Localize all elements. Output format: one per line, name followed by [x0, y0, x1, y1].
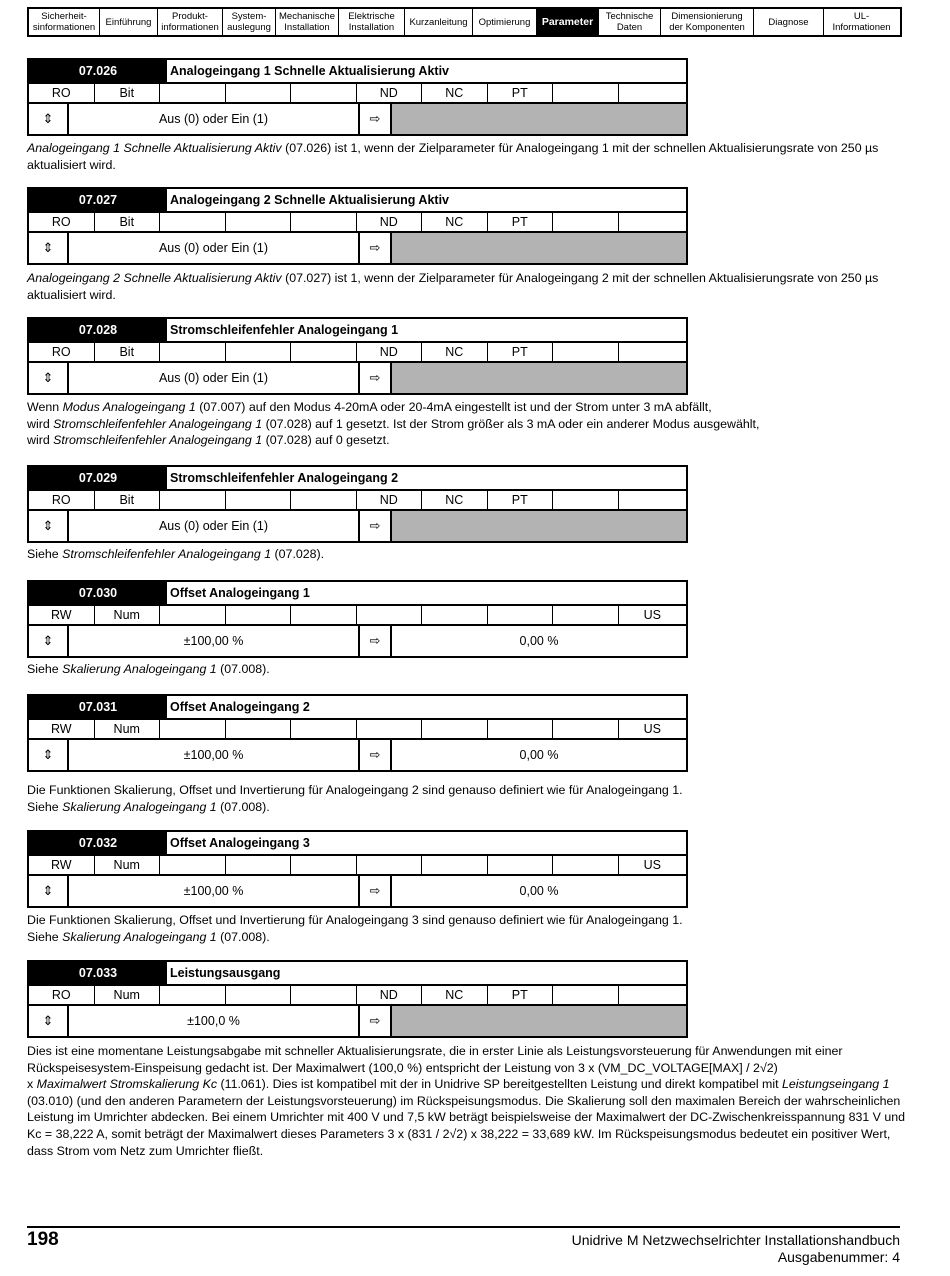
parameter-table-body	[27, 465, 688, 543]
parameter-table-body	[27, 187, 688, 265]
parameter-header-row	[29, 189, 686, 213]
parameter-flag	[422, 606, 488, 624]
section-nav	[27, 7, 902, 37]
range-arrows-icon: ⇕	[29, 1006, 69, 1036]
parameter-flag: RW	[29, 606, 95, 624]
default-arrow-icon: ⇨	[360, 511, 392, 541]
range-arrows-icon: ⇕	[29, 363, 69, 393]
nav-tab-ul[interactable]: UL- Informationen	[832, 11, 891, 33]
parameter-header-row	[29, 832, 686, 856]
parameter-default: 0,00 %	[519, 634, 559, 648]
nav-tab-system[interactable]: System- auslegung	[223, 9, 276, 35]
parameter-flag: RW	[29, 856, 95, 874]
parameter-description: Siehe Skalierung Analogeingang 1 (07.008).	[27, 662, 270, 676]
page-number: 198	[27, 1229, 59, 1250]
parameter-flag	[422, 856, 488, 874]
parameter-flag: US	[643, 858, 661, 872]
parameter-flag	[160, 84, 226, 102]
parameter-flag	[226, 213, 292, 231]
nav-tab-optimierung[interactable]: Optimierung	[473, 9, 537, 35]
document-title-text: Unidrive M Netzwechselrichter Installationshandbuch	[571, 1232, 900, 1248]
parameter-table	[27, 580, 688, 658]
nav-tab-produkt[interactable]: Produkt- informationen	[158, 9, 223, 35]
parameter-flag	[226, 491, 292, 509]
parameter-range-row	[29, 104, 686, 134]
parameter-flag	[422, 720, 488, 738]
parameter-number: 07.032	[29, 832, 167, 854]
parameter-flag: Num	[95, 720, 161, 738]
range-arrows-icon: ⇕	[29, 511, 69, 541]
parameter-flag: RO	[29, 491, 95, 509]
parameter-flag: US	[643, 722, 661, 736]
parameter-description: Die Funktionen Skalierung, Offset und Invertierung für Analogeingang 2 sind genauso definiert wie für Analogeingang 1. Siehe Skalierung Analogeingang 1 (07.008).	[27, 783, 683, 814]
parameter-flag: RO	[29, 213, 95, 231]
parameter-range: Aus (0) oder Ein (1)	[69, 104, 360, 134]
parameter-range: ±100,00 %	[69, 626, 360, 656]
parameter-description: Analogeingang 1 Schnelle Aktualisierung Aktiv (07.026) ist 1, wenn der Zielparameter für Analogeingang 1 mit der schnellen Aktualisierungsrate von 250 µs aktualisiert wird.	[27, 141, 879, 172]
parameter-description: Wenn Modus Analogeingang 1 (07.007) auf den Modus 4-20mA oder 20-4mA eingestellt ist und der Strom unter 3 mA abfällt, wird Stromschleifenfehler Analogeingang 1 (07.028) auf 1 gesetzt. Ist der Strom größer als 3 mA oder ein anderer Modus ausgewählt, wird Stromschleifenfehler Analogeingang 1 (07.028) auf 0 gesetzt.	[27, 400, 760, 448]
default-arrow-icon: ⇨	[360, 740, 392, 770]
range-arrows-icon: ⇕	[29, 740, 69, 770]
parameter-flags-row	[29, 84, 686, 104]
parameter-table	[27, 830, 688, 908]
parameter-header-row	[29, 60, 686, 84]
parameter-table-body	[27, 58, 688, 136]
parameter-flag	[291, 343, 357, 361]
parameter-default	[392, 104, 686, 134]
parameter-header-row	[29, 962, 686, 986]
parameter-flag: Num	[95, 606, 161, 624]
parameter-flag	[553, 720, 619, 738]
parameter-flag	[553, 606, 619, 624]
parameter-name: Offset Analogeingang 3	[170, 836, 310, 850]
parameter-flag	[160, 986, 226, 1004]
parameter-header-row	[29, 319, 686, 343]
parameter-flag	[357, 606, 423, 624]
parameter-description: Dies ist eine momentane Leistungsabgabe mit schneller Aktualisierungsrate, die in erster Linie als Leistungsvorsteuerung für Anwendungen mit einer Rückspeisesystem-Einspeisung gedacht ist. Der Maximalwert (100,0 %) entspricht der Leistung von 3 x (VM_DC_VOLTAGE[MAX] / 2√2) x Maximalwert Stromskalierung Kc (11.061). Dies ist kompatibel mit der in Unidrive SP bereitgestellten Leistung und direkt kompatibel mit Leistungseingang 1 (03.010) (und den anderen Parametern der Leistungsvorsteuerung) im Rückspeisungsmodus. Die Skalierung soll den maximalen Bereich der wahrscheinlichen Leistung im Umrichter abdecken. Bei einem Umrichter mit 400 V und 7,5 kW beträgt beispielsweise der Maximalwert der DC-Zwischenkreisspannung 831 V und Kc = 38,222 A, somit beträgt der Maximalwert dieses Parameters 3 x (831 / 2√2) x 38,222 = 33,689 kW. Im Rückspeisungsmodus bedeutet ein positiver Wert, dass Strom vom Netz zum Umrichter fließt.	[27, 1044, 906, 1158]
parameter-table	[27, 317, 688, 395]
parameter-flag: RO	[29, 84, 95, 102]
parameter-range-row	[29, 511, 686, 541]
parameter-flag: ND	[357, 84, 423, 102]
default-arrow-icon: ⇨	[360, 626, 392, 656]
parameter-name: Stromschleifenfehler Analogeingang 2	[170, 471, 399, 485]
parameter-table-body	[27, 960, 688, 1038]
parameter-flag	[226, 343, 292, 361]
parameter-flag	[226, 720, 292, 738]
parameter-flag: NC	[422, 343, 488, 361]
parameter-flag: Bit	[95, 343, 161, 361]
parameter-flag	[553, 491, 619, 509]
parameter-number: 07.030	[29, 582, 167, 604]
parameter-flags-row	[29, 606, 686, 626]
parameter-default: 0,00 %	[519, 884, 559, 898]
nav-tab-einführung[interactable]: Einführung	[100, 9, 158, 35]
nav-tab-mechanische[interactable]: Mechanische Installation	[276, 9, 339, 35]
parameter-flags-row	[29, 213, 686, 233]
parameter-flag	[226, 856, 292, 874]
parameter-default	[392, 363, 686, 393]
parameter-table	[27, 960, 688, 1038]
nav-tab-elektrische[interactable]: Elektrische Installation	[339, 9, 405, 35]
parameter-flag: NC	[422, 986, 488, 1004]
parameter-flag: ND	[357, 343, 423, 361]
parameter-table-body	[27, 317, 688, 395]
nav-tab-parameter[interactable]: Parameter	[537, 9, 599, 35]
parameter-range: ±100,00 %	[69, 876, 360, 906]
parameter-number: 07.028	[29, 319, 167, 341]
parameter-flags-row	[29, 986, 686, 1006]
parameter-flag: PT	[488, 343, 554, 361]
parameter-range-row	[29, 876, 686, 906]
parameter-flag: NC	[422, 491, 488, 509]
parameter-flag	[160, 720, 226, 738]
parameter-flag	[291, 491, 357, 509]
parameter-flag: ND	[357, 491, 423, 509]
parameter-flag	[160, 491, 226, 509]
parameter-table-body	[27, 694, 688, 772]
parameter-flag: NC	[422, 213, 488, 231]
default-arrow-icon: ⇨	[360, 363, 392, 393]
default-arrow-icon: ⇨	[360, 1006, 392, 1036]
parameter-flag	[619, 84, 687, 102]
parameter-flag: Bit	[95, 491, 161, 509]
nav-tab-technische[interactable]: Technische Daten	[599, 9, 661, 35]
parameter-flag	[553, 856, 619, 874]
parameter-flags-row	[29, 856, 686, 876]
parameter-range: Aus (0) oder Ein (1)	[69, 511, 360, 541]
parameter-flags-row	[29, 343, 686, 363]
parameter-range-row	[29, 626, 686, 656]
parameter-flag: Bit	[95, 84, 161, 102]
nav-tab-dimensionierung[interactable]: Dimensionierung der Komponenten	[661, 9, 754, 35]
range-arrows-icon: ⇕	[29, 626, 69, 656]
parameter-flag	[619, 986, 687, 1004]
parameter-flag	[160, 606, 226, 624]
parameter-flag	[488, 606, 554, 624]
parameter-description: Analogeingang 2 Schnelle Aktualisierung Aktiv (07.027) ist 1, wenn der Zielparameter für Analogeingang 2 mit der schnellen Aktualisierungsrate von 250 µs aktualisiert wird.	[27, 271, 879, 302]
parameter-flag: RO	[29, 343, 95, 361]
parameter-flag: Num	[95, 986, 161, 1004]
parameter-flag: RW	[29, 720, 95, 738]
parameter-description: Siehe Stromschleifenfehler Analogeingang 1 (07.028).	[27, 547, 325, 561]
parameter-number: 07.031	[29, 696, 167, 718]
default-arrow-icon: ⇨	[360, 233, 392, 263]
parameter-name: Leistungsausgang	[170, 966, 281, 980]
nav-tab-diagnose[interactable]: Diagnose	[754, 9, 824, 35]
parameter-flag: ND	[357, 213, 423, 231]
parameter-flag: NC	[422, 84, 488, 102]
parameter-flags-row	[29, 720, 686, 740]
parameter-flag	[291, 84, 357, 102]
parameter-flag	[291, 606, 357, 624]
parameter-range-row	[29, 363, 686, 393]
parameter-flag	[160, 856, 226, 874]
parameter-table	[27, 694, 688, 772]
parameter-name: Offset Analogeingang 2	[170, 700, 310, 714]
footer-divider	[27, 1226, 900, 1228]
parameter-table	[27, 58, 688, 136]
parameter-flag	[488, 720, 554, 738]
nav-tab-sicherheit[interactable]: Sicherheit- sinformationen	[29, 9, 100, 35]
parameter-name: Analogeingang 1 Schnelle Aktualisierung Aktiv	[170, 64, 449, 78]
parameter-name: Offset Analogeingang 1	[170, 586, 310, 600]
parameter-name: Stromschleifenfehler Analogeingang 1	[170, 323, 399, 337]
parameter-table	[27, 465, 688, 543]
parameter-range: Aus (0) oder Ein (1)	[69, 233, 360, 263]
parameter-number: 07.026	[29, 60, 167, 82]
parameter-range-row	[29, 1006, 686, 1036]
parameter-flag: PT	[488, 213, 554, 231]
parameter-flag	[357, 856, 423, 874]
parameter-range: ±100,0 %	[69, 1006, 360, 1036]
parameter-flag: ND	[357, 986, 423, 1004]
parameter-default	[392, 1006, 686, 1036]
parameter-flag	[160, 213, 226, 231]
parameter-flag	[291, 213, 357, 231]
default-arrow-icon: ⇨	[360, 876, 392, 906]
parameter-flag	[226, 84, 292, 102]
parameter-header-row	[29, 467, 686, 491]
parameter-flag	[357, 720, 423, 738]
parameter-flag	[619, 343, 687, 361]
parameter-number: 07.029	[29, 467, 167, 489]
parameter-table-body	[27, 830, 688, 908]
parameter-default: 0,00 %	[519, 748, 559, 762]
parameter-table-body	[27, 580, 688, 658]
parameter-flag: PT	[488, 986, 554, 1004]
range-arrows-icon: ⇕	[29, 233, 69, 263]
issue-number: Ausgabenummer: 4	[777, 1249, 900, 1265]
parameter-table	[27, 187, 688, 265]
parameter-flag	[553, 213, 619, 231]
parameter-flag: Bit	[95, 213, 161, 231]
parameter-range-row	[29, 740, 686, 770]
document-title	[572, 1232, 900, 1266]
parameter-flag	[553, 343, 619, 361]
parameter-flag	[291, 986, 357, 1004]
parameter-flag	[488, 856, 554, 874]
parameter-flag	[226, 606, 292, 624]
parameter-default	[392, 511, 686, 541]
parameter-flag: Num	[95, 856, 161, 874]
parameter-flag	[226, 986, 292, 1004]
parameter-flags-row	[29, 491, 686, 511]
parameter-flag	[619, 491, 687, 509]
parameter-flag	[553, 84, 619, 102]
parameter-range-row	[29, 233, 686, 263]
parameter-flag	[291, 856, 357, 874]
parameter-description: Die Funktionen Skalierung, Offset und Invertierung für Analogeingang 3 sind genauso definiert wie für Analogeingang 1. Siehe Skalierung Analogeingang 1 (07.008).	[27, 913, 683, 944]
parameter-number: 07.033	[29, 962, 167, 984]
parameter-default	[392, 233, 686, 263]
default-arrow-icon: ⇨	[360, 104, 392, 134]
parameter-flag	[291, 720, 357, 738]
range-arrows-icon: ⇕	[29, 876, 69, 906]
parameter-flag	[160, 343, 226, 361]
parameter-range: ±100,00 %	[69, 740, 360, 770]
parameter-flag	[553, 986, 619, 1004]
parameter-header-row	[29, 696, 686, 720]
parameter-name: Analogeingang 2 Schnelle Aktualisierung Aktiv	[170, 193, 449, 207]
parameter-flag	[619, 213, 687, 231]
range-arrows-icon: ⇕	[29, 104, 69, 134]
parameter-flag: US	[643, 608, 661, 622]
parameter-flag: PT	[488, 491, 554, 509]
nav-tab-kurzanleitung[interactable]: Kurzanleitung	[405, 9, 473, 35]
parameter-flag: PT	[488, 84, 554, 102]
parameter-range: Aus (0) oder Ein (1)	[69, 363, 360, 393]
parameter-number: 07.027	[29, 189, 167, 211]
parameter-flag: RO	[29, 986, 95, 1004]
parameter-header-row	[29, 582, 686, 606]
